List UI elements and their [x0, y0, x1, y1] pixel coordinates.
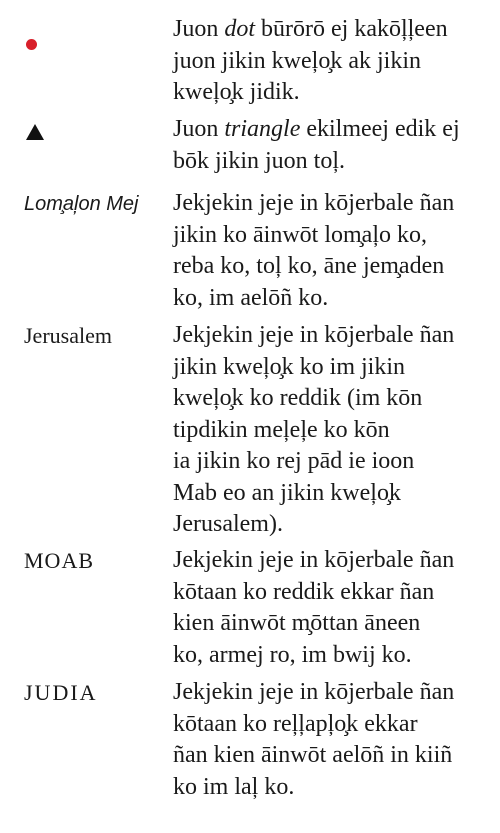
- description-line: Jekjekin jeje in kōjerbale ñan: [173, 679, 455, 705]
- description-line: ko, armej ro, im bwij ko.: [173, 641, 412, 668]
- legend-description: [173, 545, 493, 671]
- legend-entry-judia: [0, 677, 500, 817]
- legend-description: [173, 188, 493, 314]
- description-line: bōk jikin juon toļ.: [173, 147, 346, 174]
- legend-entry-dot: [0, 14, 500, 114]
- emphasized-term: triangle: [224, 116, 301, 142]
- description-line: ñan kien āinwōt aelōñ in kiiñ: [173, 742, 453, 768]
- legend-description: [173, 14, 493, 109]
- triangle-icon: [26, 124, 44, 140]
- legend-term: MOAB: [24, 548, 95, 573]
- description-line: ko, im aelōñ ko.: [173, 284, 329, 311]
- description-line: Jekjekin jeje in kōjerbale ñan: [173, 322, 455, 348]
- legend-entry-jerusalem: [0, 320, 500, 545]
- description-line: Jekjekin jeje in kōjerbale ñan: [173, 547, 455, 573]
- description-line: juon jikin kweļo̧k ak jikin: [173, 47, 421, 74]
- description-line: Jekjekin jeje in kōjerbale ñan: [173, 190, 455, 216]
- legend-entry-lomalon-mej: [0, 188, 500, 318]
- description-line: jikin kweļo̧k ko im jikin: [173, 353, 405, 380]
- legend-entry-triangle: [0, 114, 500, 184]
- red-dot-icon: [26, 39, 37, 50]
- description-line: ia jikin ko rej pād ie ioon: [173, 448, 415, 474]
- description-line: Mab eo an jikin kweļo̧k: [173, 479, 401, 506]
- triangle-shape: [26, 124, 44, 140]
- description-line: Juon triangle ekilmeej edik ej: [173, 116, 460, 142]
- description-line: Jerusalem).: [173, 511, 283, 537]
- legend-term: Lom̧aļon Mej: [24, 193, 139, 215]
- legend-term: JUDIA: [24, 680, 98, 705]
- description-line: ko im laļ ko.: [173, 773, 295, 800]
- legend-description: [173, 320, 493, 541]
- description-line: kōtaan ko reļļapļo̧k ekkar: [173, 710, 418, 737]
- description-line: kōtaan ko reddik ekkar ñan: [173, 578, 435, 605]
- legend-description: [173, 677, 493, 803]
- description-line: kweļo̧k ko reddik (im kōn: [173, 385, 423, 411]
- legend-description: [173, 114, 493, 177]
- description-line: Juon dot būrōrō ej kakōļļeen: [173, 16, 448, 42]
- description-line: jikin ko āinwōt lom̧aļo ko,: [173, 221, 427, 248]
- description-line: tipdikin meļeļe ko kōn: [173, 416, 390, 443]
- description-line: kien āinwōt m̧ōttan āneen: [173, 610, 421, 636]
- legend-entry-moab: [0, 545, 500, 675]
- emphasized-term: dot: [224, 16, 256, 42]
- legend-term: Jerusalem: [24, 323, 112, 348]
- description-line: reba ko, toļ ko, āne jem̧aden: [173, 253, 445, 279]
- description-line: kweļo̧k jidik.: [173, 79, 300, 105]
